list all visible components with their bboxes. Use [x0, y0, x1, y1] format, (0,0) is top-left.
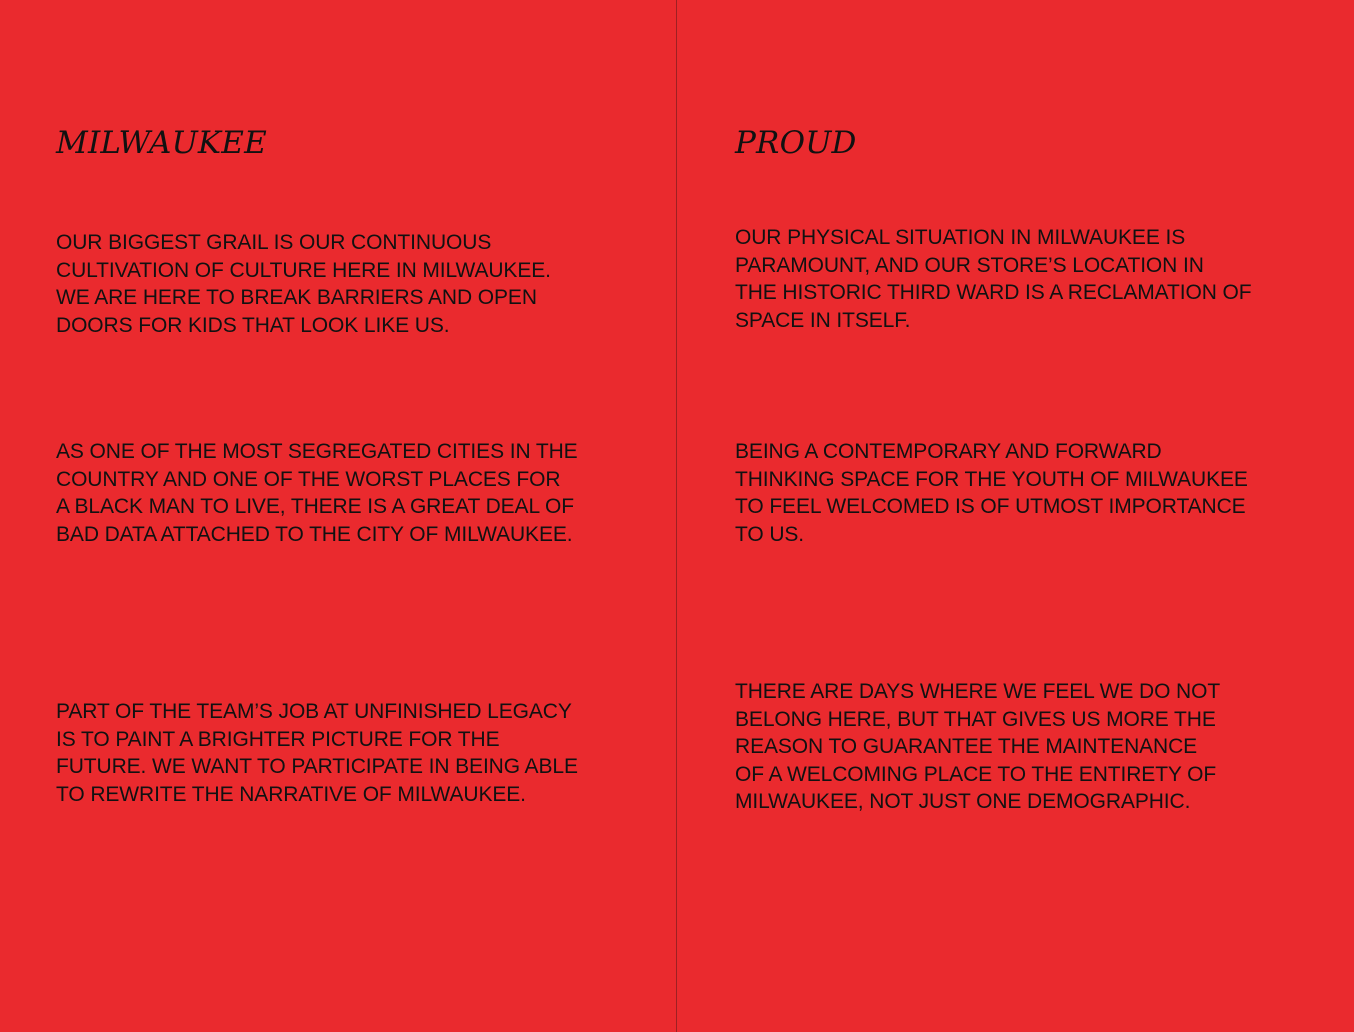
text-line: THERE ARE DAYS WHERE WE FEEL WE DO NOT	[735, 680, 1221, 703]
text-line: DOORS FOR KIDS THAT LOOK LIKE US.	[56, 313, 450, 337]
text-line: PART OF THE TEAM’S JOB AT UNFINISHED LEGACY	[56, 700, 572, 723]
text-line: A BLACK MAN TO LIVE, THERE IS A GREAT DEAL OF	[56, 495, 574, 518]
text-line: OUR PHYSICAL SITUATION IN MILWAUKEE IS	[735, 226, 1186, 249]
text-line: MILWAUKEE, NOT JUST ONE DEMOGRAPHIC.	[735, 790, 1191, 813]
text-line: WE ARE HERE TO BREAK BARRIERS AND OPEN	[56, 286, 537, 309]
text-line: PARAMOUNT, AND OUR STORE’S LOCATION IN	[735, 253, 1204, 277]
text-line: TO REWRITE THE NARRATIVE OF MILWAUKEE.	[56, 782, 526, 806]
text-line: OF A WELCOMING PLACE TO THE ENTIRETY OF	[735, 762, 1217, 786]
text-line: AS ONE OF THE MOST SEGREGATED CITIES IN THE	[56, 440, 578, 463]
text-line: THE HISTORIC THIRD WARD IS A RECLAMATION OF	[735, 281, 1252, 304]
text-line: CULTIVATION OF CULTURE HERE IN MILWAUKEE.	[56, 258, 551, 282]
right-paragraph-2	[735, 438, 1248, 548]
left-page	[0, 0, 676, 1032]
left-paragraph-1	[56, 229, 551, 339]
right-paragraph-3	[735, 678, 1220, 816]
text-line: BAD DATA ATTACHED TO THE CITY OF MILWAUKEE.	[56, 522, 573, 546]
text-line: SPACE IN ITSELF.	[735, 308, 911, 332]
text-line: FUTURE. WE WANT TO PARTICIPATE IN BEING ABLE	[56, 755, 578, 778]
text-line: TO US.	[735, 522, 805, 546]
text-line: COUNTRY AND ONE OF THE WORST PLACES FOR	[56, 467, 561, 491]
text-line: TO FEEL WELCOMED IS OF UTMOST IMPORTANCE	[735, 495, 1246, 518]
text-line: REASON TO GUARANTEE THE MAINTENANCE	[735, 735, 1198, 758]
left-paragraph-2	[56, 438, 578, 548]
right-paragraph-1	[735, 224, 1251, 334]
text-line: OUR BIGGEST GRAIL IS OUR CONTINUOUS	[56, 231, 492, 254]
right-page	[677, 0, 1354, 1032]
text-line: IS TO PAINT A BRIGHTER PICTURE FOR THE	[56, 727, 500, 751]
right-page-heading: PROUD	[735, 125, 857, 161]
text-line: THINKING SPACE FOR THE YOUTH OF MILWAUKEE	[735, 467, 1248, 491]
left-page-heading: MILWAUKEE	[56, 125, 267, 161]
text-line: BELONG HERE, BUT THAT GIVES US MORE THE	[735, 707, 1216, 731]
left-paragraph-3	[56, 698, 578, 808]
text-line: BEING A CONTEMPORARY AND FORWARD	[735, 440, 1162, 463]
